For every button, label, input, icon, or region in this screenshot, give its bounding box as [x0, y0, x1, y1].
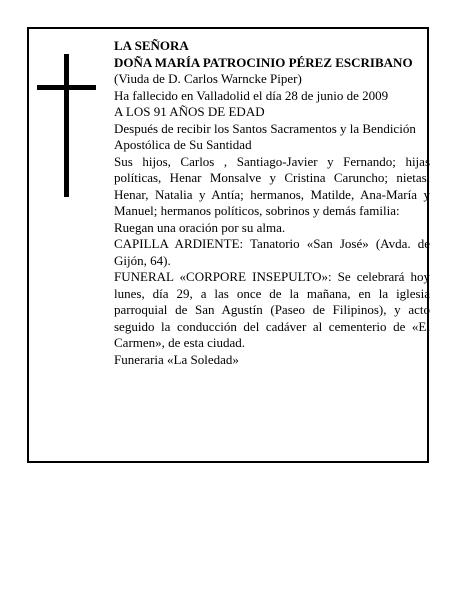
funeral-paragraph: FUNERAL «CORPORE INSEPULTO»: Se celebrará hoy lunes, día 29, a las once de la mañana, en la iglesia parroquial de San Agustín (Paseo de Filipinos), y acto seguido la conducción del cadáver al cementerio de «El Carmen», de esta ciudad.	[114, 269, 430, 350]
cross-horizontal-bar	[37, 85, 96, 90]
death-info-line: Ha fallecido en Valladolid el día 28 de junio de 2009	[114, 87, 389, 103]
sacraments-paragraph: Después de recibir los Santos Sacramentos y la Bendición Apostólica de Su Santidad	[114, 120, 416, 152]
title-line-1: LA SEÑORA	[114, 38, 189, 53]
funeral-home-line: Funeraria «La Soledad»	[114, 351, 239, 367]
family-paragraph: Sus hijos, Carlos , Santiago-Javier y Fernando; hijas políticas, Henar Monsalve y Cristina Caruncho; nietas, Henar, Natalia y Antía; hermanos, Matilde, Ana-María y Manuel; hermanos políticos, sobrinos y demás familia:	[114, 153, 430, 218]
prayer-line: Ruegan una oración por su alma.	[114, 219, 286, 235]
cross-vertical-bar	[64, 54, 69, 197]
chapel-paragraph: CAPILLA ARDIENTE: Tanatorio «San José» (Avda. de Gijón, 64).	[114, 236, 430, 268]
obituary-text	[114, 38, 430, 368]
widow-of-line: (Viuda de D. Carlos Warncke Piper)	[114, 71, 302, 86]
age-line: A LOS 91 AÑOS DE EDAD	[114, 104, 265, 119]
deceased-name: DOÑA MARÍA PATROCINIO PÉREZ ESCRIBANO	[114, 54, 413, 70]
